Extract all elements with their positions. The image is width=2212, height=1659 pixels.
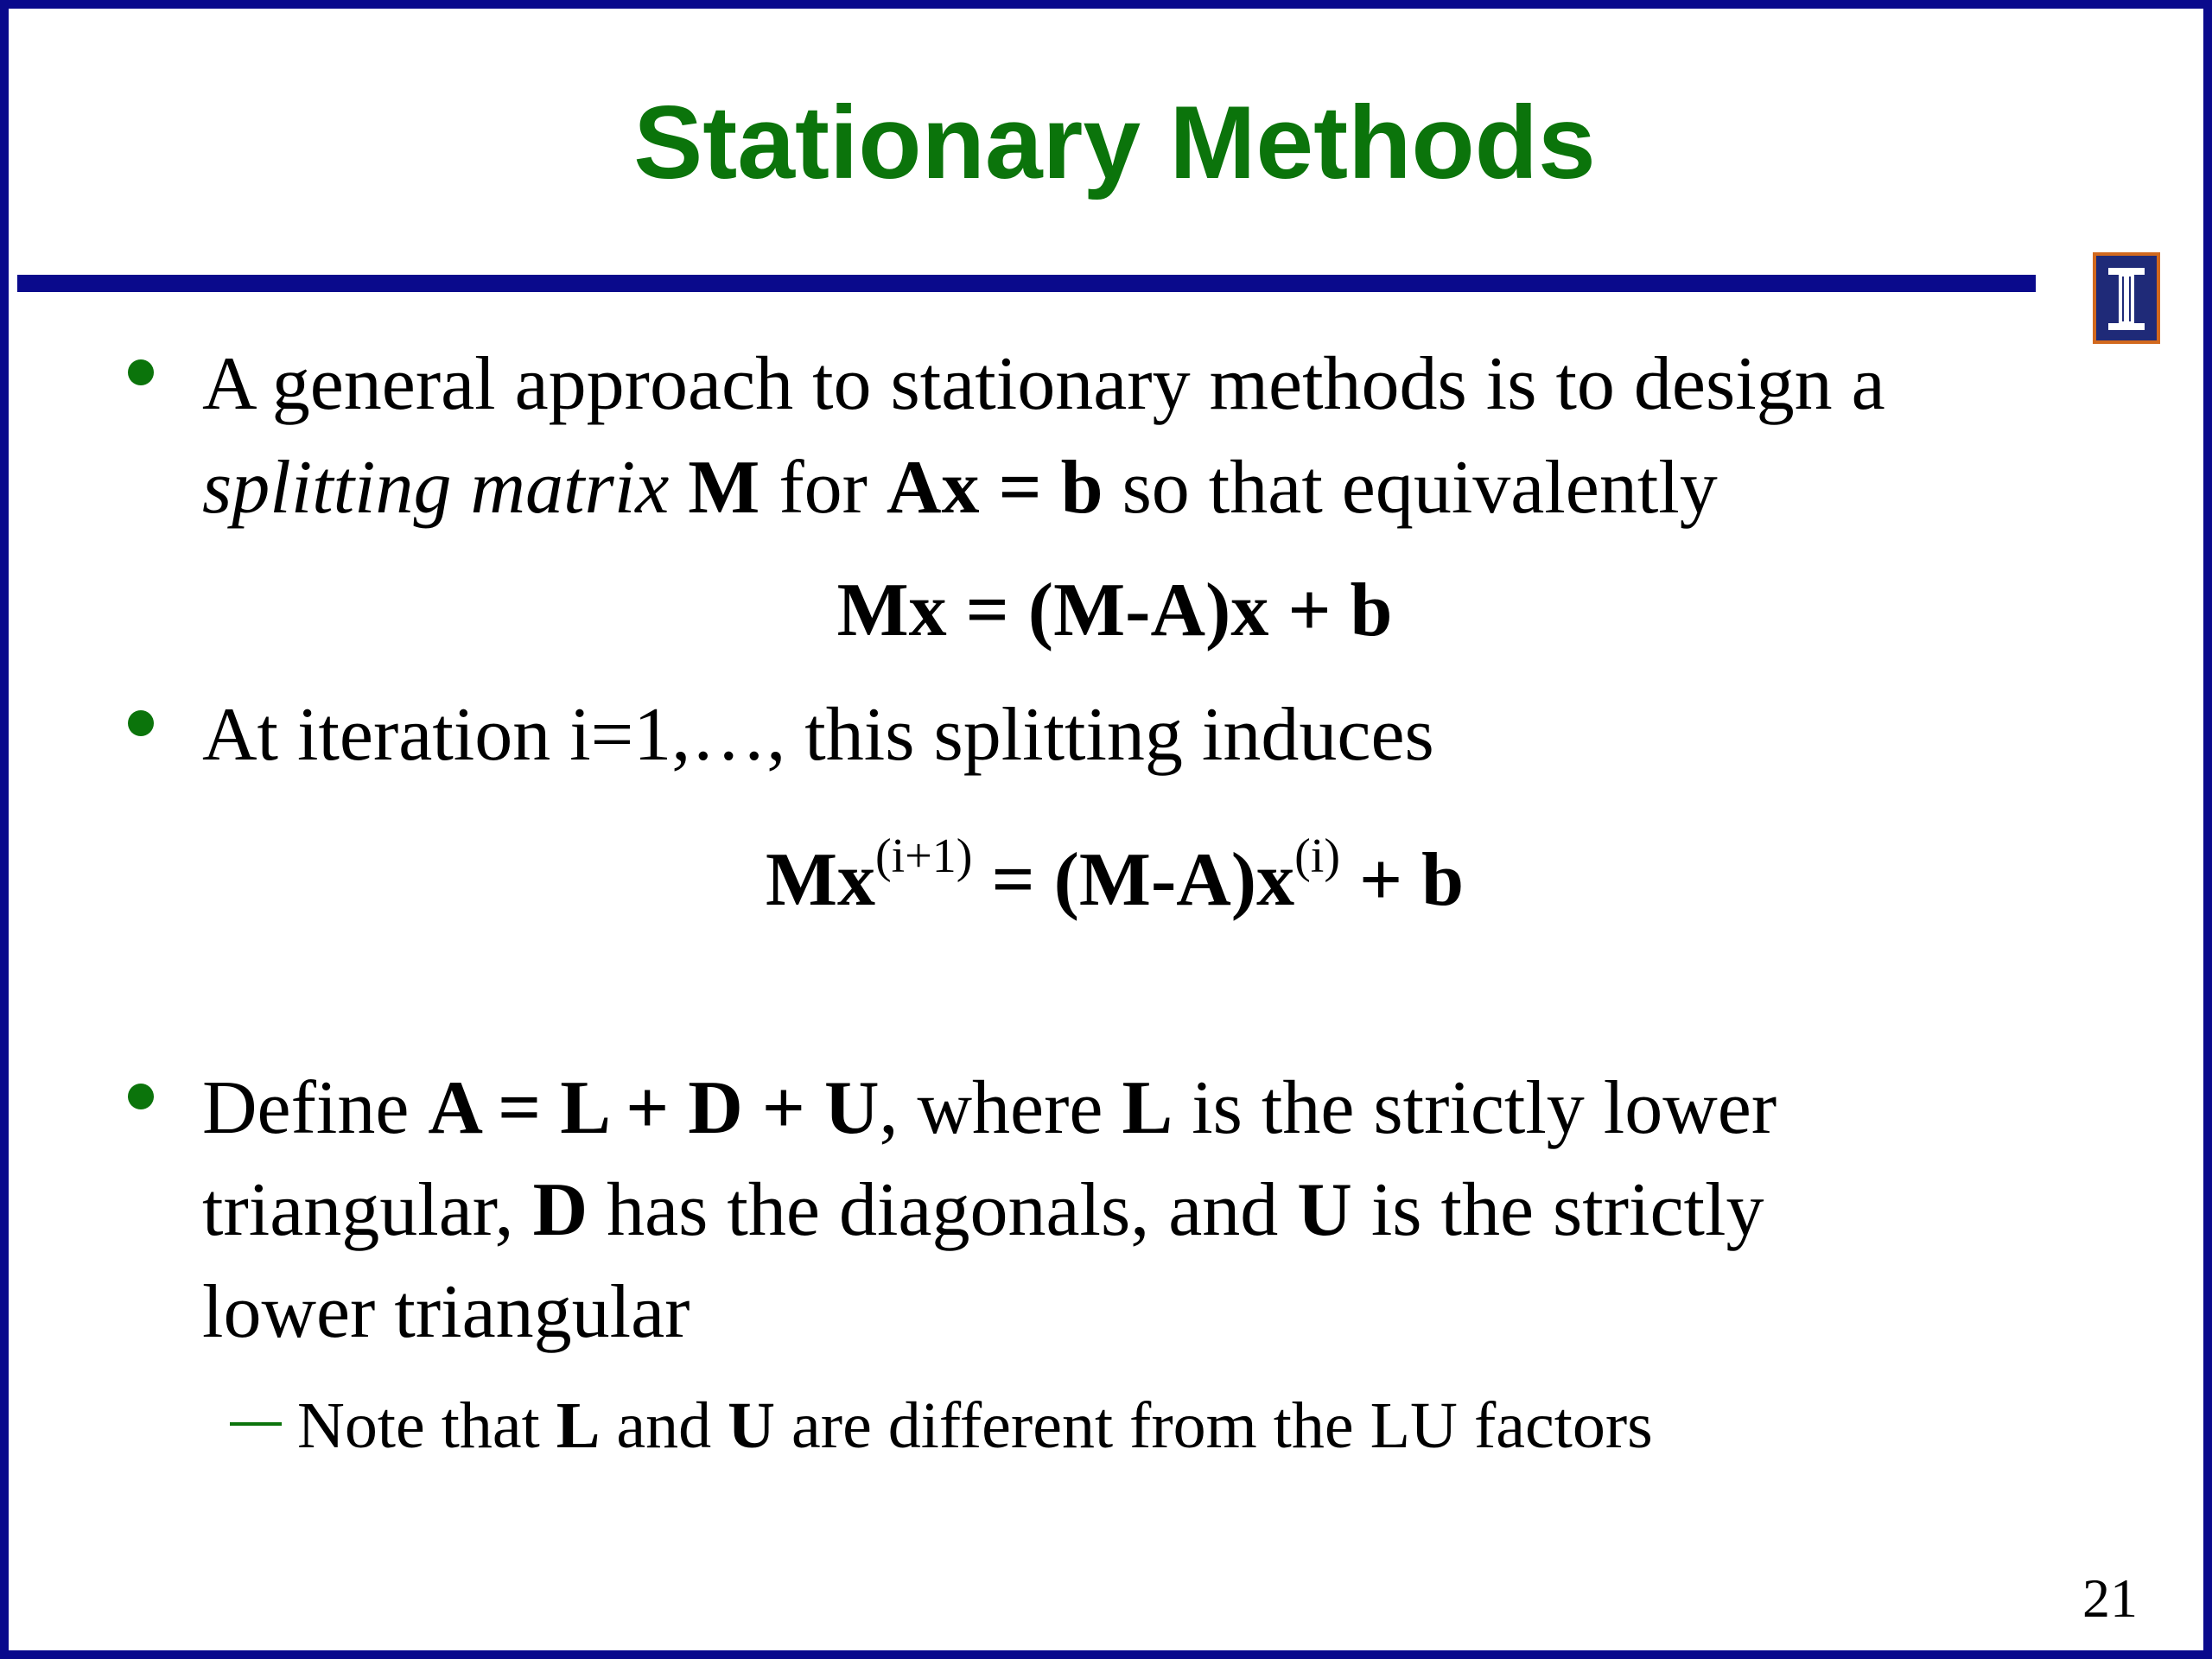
bullet1-tail: so that equivalently <box>1122 446 1718 530</box>
bullet-dot <box>128 359 154 385</box>
bullet1-line1 <box>202 334 1885 435</box>
eq2-rhs: + b <box>1339 838 1465 922</box>
slide-title: Stationary Methods <box>633 85 1596 200</box>
subbullet-text <box>297 1382 1653 1469</box>
subbullet-tail: are different from the LU factors <box>791 1389 1653 1462</box>
bullet1-text: A general approach to stationary methods is to design a <box>202 342 1885 426</box>
word-and: and <box>616 1389 712 1462</box>
equation-iteration <box>9 805 2212 931</box>
sub-bullet-dash <box>230 1422 282 1426</box>
symbol-U-note: U <box>728 1389 776 1462</box>
bullet-dot <box>128 1084 154 1109</box>
word-for: for <box>779 446 868 530</box>
equation-Axb: Ax = b <box>886 446 1103 530</box>
bullet1-line2 <box>202 437 1718 539</box>
symbol-M: M <box>688 446 760 530</box>
word-define: Define <box>202 1066 410 1150</box>
page-number: 21 <box>2082 1567 2138 1629</box>
symbol-U: U <box>1297 1168 1352 1252</box>
bullet3-line2-mid: has the diagonals, and <box>607 1168 1279 1252</box>
word-triangular: triangular, <box>202 1168 514 1252</box>
subbullet-note: Note that <box>297 1389 540 1462</box>
eq2-superscript-next: (i+1) <box>875 830 973 883</box>
bullet3-line1 <box>202 1058 1777 1160</box>
bullet3-line1-tail: is the strictly lower <box>1192 1066 1777 1150</box>
eq2-mid: = (M-A)x <box>972 838 1295 922</box>
bullet3-line2 <box>202 1160 1764 1262</box>
symbol-D: D <box>532 1168 588 1252</box>
symbol-L: L <box>1122 1066 1173 1150</box>
title-divider <box>17 275 2036 292</box>
splitting-matrix-term: splitting matrix <box>202 446 670 530</box>
equation-splitting: Mx = (M-A)x + b <box>836 569 1393 652</box>
symbol-L-note: L <box>556 1389 601 1462</box>
university-column-logo-icon <box>2093 252 2160 344</box>
word-where: , where <box>879 1066 1103 1150</box>
eq2-superscript-current: (i) <box>1294 830 1340 883</box>
bullet2-text: At iteration i=1,…, this splitting induces <box>202 693 1434 777</box>
eq2-lhs: Mx <box>765 838 875 922</box>
bullet-dot <box>128 710 154 736</box>
bullet3-line3: lower triangular <box>202 1270 690 1354</box>
equation-ALDU: A = L + D + U <box>428 1066 880 1150</box>
bullet3-line2-tail: is the strictly <box>1370 1168 1764 1252</box>
